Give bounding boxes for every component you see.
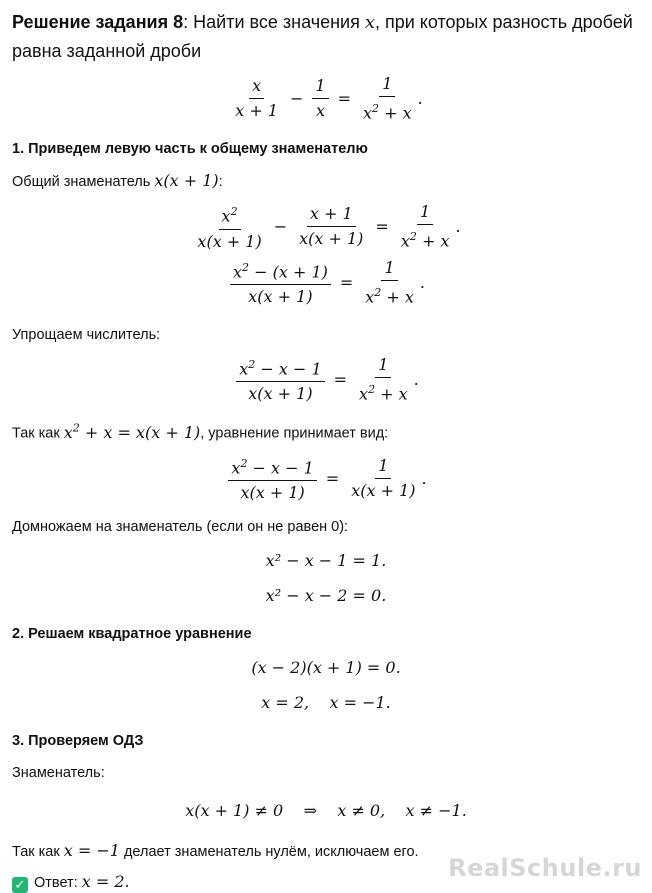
exclude-text: Так как x = −1 делает знаменатель нулём, исключаем его.: [12, 840, 419, 860]
main-equation: $\frac{x}{x + 1}$ − $\frac{1}{x}$ = $\frac{1}{x^2 + x}$ .: [235, 74, 423, 123]
step1-equation-5: x² − x − 1 = 1.: [265, 550, 387, 570]
step1-equation-2: $\frac{x^2 - (x + 1)}{x(x + 1)}$ = $\frac{1}{x^2 + x}$ .: [12, 258, 640, 307]
step2-heading: 2. Решаем квадратное уравнение: [12, 625, 252, 642]
since-text: Так как $x^2 + x = x(x + 1)$, уравнение принимает вид:: [12, 421, 389, 442]
step1-equation-3: $\frac{x^2 - x - 1}{x(x + 1)}$ = $\frac{1}{x^2 + x}$ .: [12, 355, 640, 404]
watermark: RealSchule.ru: [448, 854, 642, 882]
step1-heading: 1. Приведем левую часть к общему знаменателю: [12, 141, 368, 158]
page-title: Решение задания 8: Найти все значения x, при которых разность дробей равна заданной дроби: [12, 12, 633, 61]
multiply-text: Домножаем на знаменатель (если он не равен 0):: [12, 518, 349, 535]
step1-equation-4: $\frac{x^2 - x - 1}{x(x + 1)}$ = $\frac{1}{x(x + 1)}$ .: [12, 454, 640, 503]
step3-equation: x(x + 1) ≠ 0 ⇒ x ≠ 0, x ≠ −1.: [185, 800, 467, 820]
denominator-text: Знаменатель:: [12, 764, 105, 781]
answer: ✓ Ответ: x = 2.: [12, 872, 640, 893]
simplify-text: Упрощаем числитель:: [12, 326, 161, 343]
step1-equation-6: x² − x − 2 = 0.: [265, 585, 387, 605]
step3-heading: 3. Проверяем ОДЗ: [12, 732, 144, 749]
step2-equation-1: (x − 2)(x + 1) = 0.: [251, 657, 401, 677]
common-denominator-text: Общий знаменатель x(x + 1):: [12, 171, 223, 191]
step2-equation-2: x = 2, x = −1.: [261, 692, 391, 712]
check-icon: ✓: [12, 877, 28, 893]
step1-equation-1: $\frac{x^2}{x(x + 1)}$ − $\frac{x + 1}{x(x + 1)}$ = $\frac{1}{x^2 + x}$ .: [197, 202, 461, 251]
